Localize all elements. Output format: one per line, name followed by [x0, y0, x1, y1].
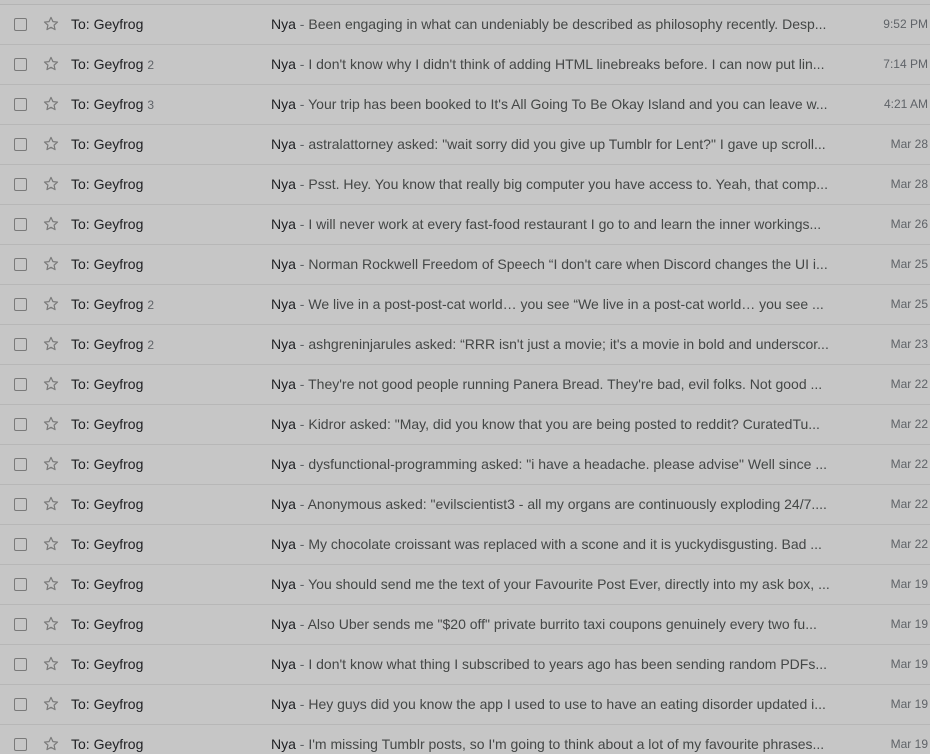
recipient-name: To: Geyfrog: [71, 576, 144, 592]
email-date: 7:14 PM: [883, 57, 928, 71]
separator: -: [295, 376, 309, 392]
select-checkbox[interactable]: [14, 418, 27, 431]
email-date: Mar 19: [890, 697, 928, 711]
sender-name: Nya: [271, 416, 296, 432]
email-subject-snippet: [271, 456, 837, 472]
recipient-label: [71, 456, 147, 472]
inbox-list: [0, 4, 930, 754]
email-date: Mar 19: [890, 617, 928, 631]
star-icon[interactable]: [42, 735, 60, 753]
sender-name: Nya: [271, 56, 296, 72]
email-row[interactable]: [0, 205, 930, 245]
email-row[interactable]: [0, 685, 930, 725]
select-checkbox[interactable]: [14, 258, 27, 271]
email-date: Mar 22: [890, 417, 928, 431]
email-row[interactable]: [0, 605, 930, 645]
select-checkbox[interactable]: [14, 738, 27, 751]
star-icon[interactable]: [42, 615, 60, 633]
email-row[interactable]: [0, 525, 930, 565]
sender-name: Nya: [271, 656, 296, 672]
snippet-text: I don't know what thing I subscribed to years ago has been sending random PDFs...: [308, 656, 827, 672]
separator: -: [295, 576, 309, 592]
email-row[interactable]: [0, 85, 930, 125]
email-row[interactable]: [0, 485, 930, 525]
sender-name: Nya: [271, 136, 296, 152]
email-subject-snippet: [271, 216, 837, 232]
snippet-text: Anonymous asked: "evilscientist3 - all my organs are continuously exploding 24/7....: [307, 496, 827, 512]
email-date: Mar 26: [890, 217, 928, 231]
select-checkbox[interactable]: [14, 498, 27, 511]
select-checkbox[interactable]: [14, 538, 27, 551]
recipient-label: [71, 736, 147, 752]
snippet-text: astralattorney asked: "wait sorry did you give up Tumblr for Lent?" I gave up scroll...: [308, 136, 826, 152]
thread-count: 2: [147, 338, 155, 352]
star-icon[interactable]: [42, 695, 60, 713]
recipient-label: [71, 536, 147, 552]
snippet-text: You should send me the text of your Favourite Post Ever, directly into my ask box, ...: [308, 576, 830, 592]
separator: -: [295, 256, 309, 272]
email-date: Mar 28: [890, 137, 928, 151]
thread-count: 2: [147, 58, 155, 72]
email-row[interactable]: [0, 5, 930, 45]
separator: -: [295, 456, 309, 472]
separator: -: [295, 656, 309, 672]
recipient-name: To: Geyfrog: [71, 496, 144, 512]
email-row[interactable]: [0, 45, 930, 85]
snippet-text: Kidror asked: "May, did you know that you are being posted to reddit? CuratedTu...: [308, 416, 820, 432]
select-checkbox[interactable]: [14, 298, 27, 311]
recipient-label: [71, 16, 147, 32]
recipient-name: To: Geyfrog: [71, 96, 144, 112]
email-row[interactable]: [0, 165, 930, 205]
recipient-label: [71, 616, 147, 632]
star-icon[interactable]: [42, 415, 60, 433]
select-checkbox[interactable]: [14, 698, 27, 711]
email-subject-snippet: [271, 176, 837, 192]
snippet-text: Psst. Hey. You know that really big computer you have access to. Yeah, that comp...: [308, 176, 828, 192]
select-checkbox[interactable]: [14, 658, 27, 671]
thread-count: 3: [147, 98, 155, 112]
star-icon[interactable]: [42, 55, 60, 73]
sender-name: Nya: [271, 616, 296, 632]
snippet-text: Norman Rockwell Freedom of Speech “I don't care when Discord changes the UI i...: [308, 256, 828, 272]
email-row[interactable]: [0, 565, 930, 605]
separator: -: [295, 16, 309, 32]
recipient-name: To: Geyfrog: [71, 416, 144, 432]
recipient-name: To: Geyfrog: [71, 256, 144, 272]
email-subject-snippet: [271, 296, 837, 312]
email-subject-snippet: [271, 136, 837, 152]
star-icon[interactable]: [42, 215, 60, 233]
sender-name: Nya: [271, 456, 296, 472]
select-checkbox[interactable]: [14, 378, 27, 391]
email-date: Mar 25: [890, 257, 928, 271]
email-date: Mar 22: [890, 537, 928, 551]
select-checkbox[interactable]: [14, 458, 27, 471]
recipient-label: [71, 376, 147, 392]
sender-name: Nya: [271, 576, 296, 592]
recipient-label: [71, 576, 147, 592]
snippet-text: They're not good people running Panera Bread. They're bad, evil folks. Not good ...: [308, 376, 823, 392]
email-subject-snippet: [271, 416, 837, 432]
email-subject-snippet: [271, 496, 837, 512]
email-subject-snippet: [271, 16, 837, 32]
recipient-name: To: Geyfrog: [71, 176, 144, 192]
star-icon[interactable]: [42, 455, 60, 473]
recipient-label: [71, 56, 154, 72]
star-icon[interactable]: [42, 575, 60, 593]
email-date: Mar 25: [890, 297, 928, 311]
email-subject-snippet: [271, 336, 837, 352]
email-subject-snippet: [271, 576, 837, 592]
select-checkbox[interactable]: [14, 138, 27, 151]
snippet-text: We live in a post-post-cat world… you see “We live in a post-cat world… you see ...: [308, 296, 824, 312]
recipient-name: To: Geyfrog: [71, 696, 144, 712]
separator: -: [295, 536, 309, 552]
recipient-label: [71, 336, 154, 352]
sender-name: Nya: [271, 376, 296, 392]
recipient-label: [71, 216, 147, 232]
star-icon[interactable]: [42, 495, 60, 513]
recipient-label: [71, 296, 154, 312]
recipient-label: [71, 696, 147, 712]
recipient-label: [71, 496, 147, 512]
email-row[interactable]: [0, 445, 930, 485]
separator: -: [295, 136, 309, 152]
email-date: 9:52 PM: [883, 17, 928, 31]
recipient-name: To: Geyfrog: [71, 136, 144, 152]
email-row[interactable]: [0, 405, 930, 445]
star-icon[interactable]: [42, 295, 60, 313]
star-icon[interactable]: [42, 95, 60, 113]
recipient-label: [71, 96, 154, 112]
recipient-name: To: Geyfrog: [71, 16, 144, 32]
select-checkbox[interactable]: [14, 218, 27, 231]
email-date: Mar 22: [890, 457, 928, 471]
email-date: Mar 22: [890, 377, 928, 391]
recipient-label: [71, 416, 147, 432]
thread-count: 2: [147, 298, 155, 312]
select-checkbox[interactable]: [14, 578, 27, 591]
star-icon[interactable]: [42, 255, 60, 273]
recipient-name: To: Geyfrog: [71, 376, 144, 392]
email-subject-snippet: [271, 376, 837, 392]
snippet-text: ashgreninjarules asked: “RRR isn't just a movie; it's a movie in bold and underscor...: [308, 336, 829, 352]
sender-name: Nya: [271, 336, 296, 352]
recipient-name: To: Geyfrog: [71, 56, 144, 72]
email-date: Mar 22: [890, 497, 928, 511]
separator: -: [295, 176, 309, 192]
star-icon[interactable]: [42, 15, 60, 33]
email-date: Mar 19: [890, 577, 928, 591]
sender-name: Nya: [271, 536, 296, 552]
recipient-name: To: Geyfrog: [71, 456, 144, 472]
email-subject-snippet: [271, 616, 837, 632]
email-date: Mar 19: [890, 657, 928, 671]
separator: -: [295, 496, 308, 512]
snippet-text: I will never work at every fast-food restaurant I go to and learn the inner workings...: [308, 216, 822, 232]
recipient-name: To: Geyfrog: [71, 656, 144, 672]
email-subject-snippet: [271, 536, 837, 552]
email-row[interactable]: [0, 645, 930, 685]
separator: -: [295, 216, 309, 232]
recipient-name: To: Geyfrog: [71, 296, 144, 312]
select-checkbox[interactable]: [14, 618, 27, 631]
star-icon[interactable]: [42, 375, 60, 393]
star-icon[interactable]: [42, 655, 60, 673]
sender-name: Nya: [271, 216, 296, 232]
snippet-text: Also Uber sends me "$20 off" private burrito taxi coupons genuinely every two fu...: [307, 616, 817, 632]
separator: -: [295, 96, 309, 112]
select-checkbox[interactable]: [14, 338, 27, 351]
snippet-text: I'm missing Tumblr posts, so I'm going to think about a lot of my favourite phrases...: [308, 736, 825, 752]
recipient-name: To: Geyfrog: [71, 336, 144, 352]
star-icon[interactable]: [42, 535, 60, 553]
select-checkbox[interactable]: [14, 18, 27, 31]
recipient-name: To: Geyfrog: [71, 536, 144, 552]
email-row[interactable]: [0, 125, 930, 165]
email-subject-snippet: [271, 56, 837, 72]
sender-name: Nya: [271, 696, 296, 712]
sender-name: Nya: [271, 176, 296, 192]
recipient-name: To: Geyfrog: [71, 616, 144, 632]
separator: -: [295, 616, 308, 632]
select-checkbox[interactable]: [14, 98, 27, 111]
email-subject-snippet: [271, 696, 837, 712]
recipient-label: [71, 656, 147, 672]
email-date: 4:21 AM: [883, 97, 928, 111]
sender-name: Nya: [271, 256, 296, 272]
recipient-label: [71, 176, 147, 192]
email-row[interactable]: [0, 245, 930, 285]
snippet-text: My chocolate croissant was replaced with a scone and it is yuckydisgusting. Bad ...: [308, 536, 822, 552]
email-subject-snippet: [271, 256, 837, 272]
star-icon[interactable]: [42, 175, 60, 193]
sender-name: Nya: [271, 96, 296, 112]
sender-name: Nya: [271, 296, 296, 312]
email-row[interactable]: [0, 365, 930, 405]
snippet-text: dysfunctional-programming asked: "i have a headache. please advise" Well since ...: [308, 456, 827, 472]
star-icon[interactable]: [42, 135, 60, 153]
separator: -: [295, 416, 309, 432]
email-subject-snippet: [271, 656, 837, 672]
email-subject-snippet: [271, 736, 837, 752]
sender-name: Nya: [271, 496, 296, 512]
select-checkbox[interactable]: [14, 178, 27, 191]
recipient-name: To: Geyfrog: [71, 216, 144, 232]
email-date: Mar 23: [890, 337, 928, 351]
email-row[interactable]: [0, 325, 930, 365]
email-subject-snippet: [271, 96, 837, 112]
separator: -: [295, 696, 309, 712]
email-date: Mar 28: [890, 177, 928, 191]
email-row[interactable]: [0, 725, 930, 754]
recipient-label: [71, 136, 147, 152]
recipient-label: [71, 256, 147, 272]
email-row[interactable]: [0, 285, 930, 325]
sender-name: Nya: [271, 736, 296, 752]
snippet-text: Your trip has been booked to It's All Going To Be Okay Island and you can leave w...: [308, 96, 828, 112]
separator: -: [295, 56, 309, 72]
separator: -: [295, 736, 309, 752]
separator: -: [295, 296, 309, 312]
sender-name: Nya: [271, 16, 296, 32]
star-icon[interactable]: [42, 335, 60, 353]
snippet-text: Been engaging in what can undeniably be described as philosophy recently. Desp...: [308, 16, 827, 32]
separator: -: [295, 336, 309, 352]
snippet-text: I don't know why I didn't think of adding HTML linebreaks before. I can now put lin...: [308, 56, 825, 72]
select-checkbox[interactable]: [14, 58, 27, 71]
snippet-text: Hey guys did you know the app I used to use to have an eating disorder updated i...: [308, 696, 826, 712]
recipient-name: To: Geyfrog: [71, 736, 144, 752]
email-date: Mar 19: [890, 737, 928, 751]
